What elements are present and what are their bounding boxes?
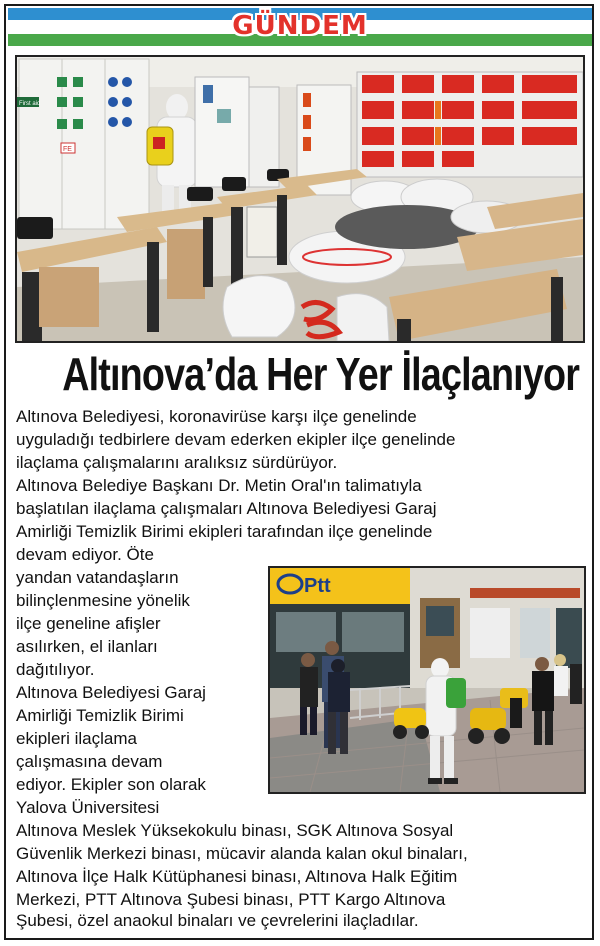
section-banner — [8, 8, 592, 46]
first-aid-sign-text: First aid — [19, 101, 41, 107]
ptt-sign-text: Ptt — [304, 575, 331, 597]
body-line: Altınova Belediye Başkanı Dr. Metin Oral'ın talimatıyla — [16, 476, 422, 495]
body-line: dağıtılıyor. — [16, 660, 95, 679]
ptt-sign-board — [270, 568, 410, 604]
body-line: Altınova Meslek Yüksekokulu binası, SGK Altınova Sosyal — [16, 821, 454, 840]
body-line: ilaçlama çalışmalarını aralıksız sürdürüyor. — [16, 453, 338, 472]
body-line: Amirliği Temizlik Birimi — [16, 706, 184, 725]
article-photo-classroom — [15, 55, 585, 343]
body-line: ediyor. Ekipler son olarak — [16, 775, 206, 794]
body-line: Altınova Belediyesi, koronavirüse karşı ilçe genelinde — [16, 407, 417, 426]
body-line: ilçe geneline afişler — [16, 614, 161, 633]
body-line: Güvenlik Merkezi binası, mücavir alanda kalan okul binaları, — [16, 844, 468, 863]
body-line: Yalova Üniversitesi — [16, 798, 160, 817]
ptt-photo-art — [270, 568, 584, 792]
body-line: yandan vatandaşların — [16, 568, 179, 587]
body-line: başlatılan ilaçlama çalışmaları Altınova Belediyesi Garaj — [16, 499, 437, 518]
body-line: devam ediyor. Öte — [16, 545, 154, 564]
body-line: Altınova İlçe Halk Kütüphanesi binası, Altınova Halk Eğitim — [16, 867, 458, 886]
body-line: bilinçlenmesine yönelik — [16, 591, 190, 610]
fe-sign-text: FE — [63, 146, 72, 153]
article-photo-ptt — [268, 566, 586, 794]
body-line: Şubesi, özel anaokul binaları ve çevrelerini ilaçladılar. — [16, 911, 419, 930]
body-line: asılırken, el ilanları — [16, 637, 158, 656]
body-line: Amirliği Temizlik Birimi ekipleri tarafından ilçe genelinde — [16, 522, 433, 541]
section-label: GÜNDEM — [232, 11, 368, 41]
body-line: çalışmasına devam — [16, 752, 163, 771]
body-line: Merkezi, PTT Altınova Şubesi binası, PTT Kargo Altınova — [16, 890, 446, 909]
headline: Altınova’da Her Yer İlaçlanıyor — [62, 348, 580, 400]
body-line: ekipleri ilaçlama — [16, 729, 137, 748]
body-line: Altınova Belediyesi Garaj — [16, 683, 206, 702]
body-line: uyguladığı tedbirlere devam ederken ekipler ilçe genelinde — [16, 430, 456, 449]
classroom-photo-art — [17, 57, 583, 341]
